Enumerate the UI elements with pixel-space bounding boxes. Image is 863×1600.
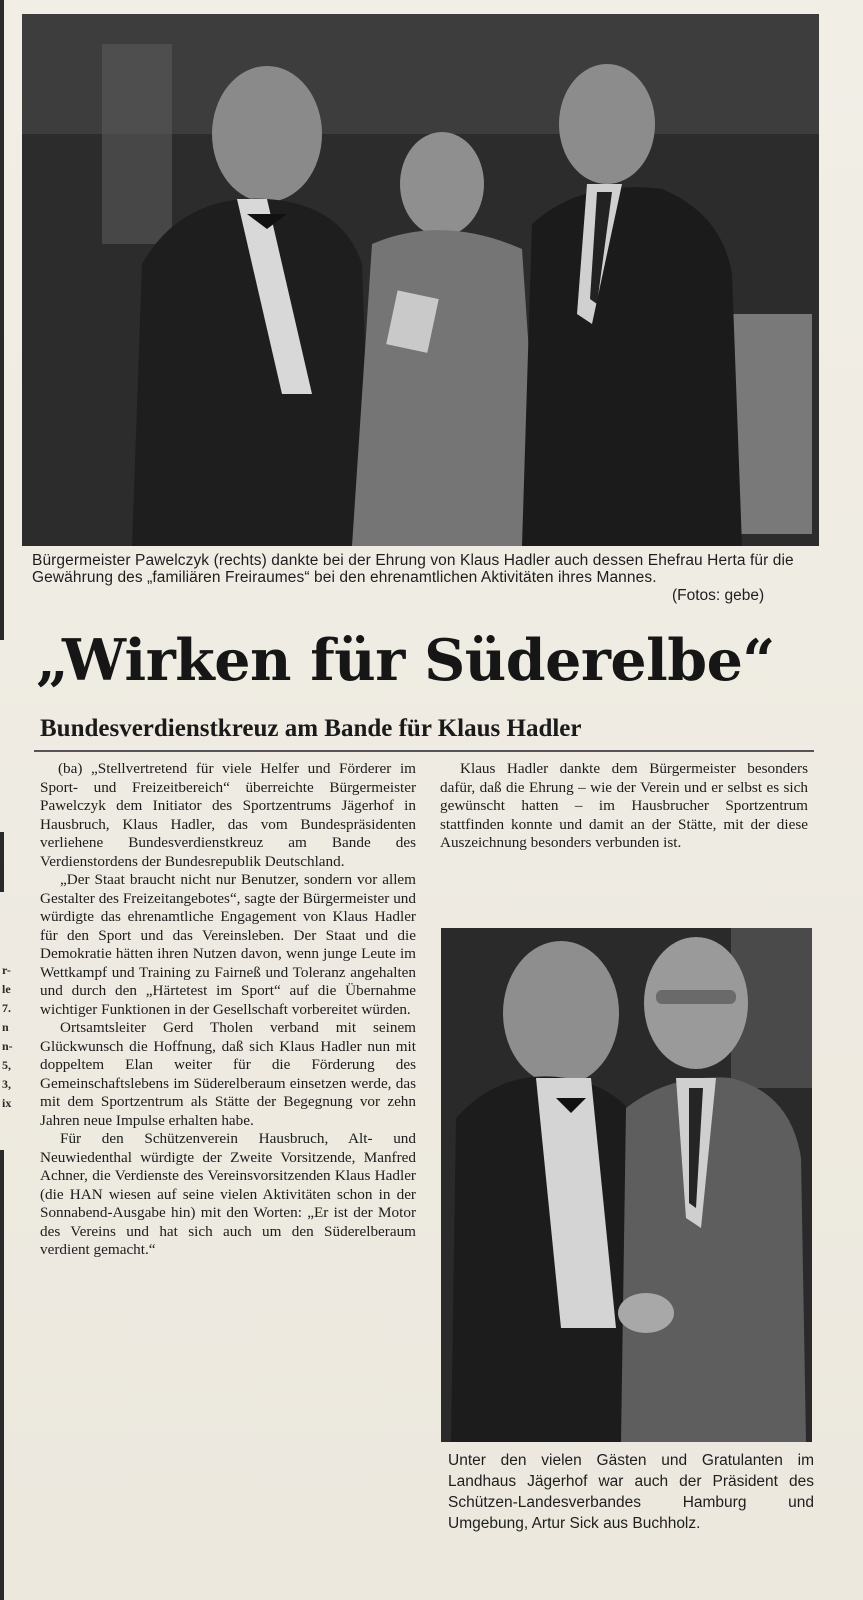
edge-fragment: r- — [2, 963, 11, 977]
bottom-photo-caption: Unter den vielen Gästen und Gratulanten im Landhaus Jägerhof war auch der Präsident des Schützen-Landesverbandes Hamburg und Umgebung, Artur Sick aus Buchholz. — [448, 1452, 814, 1532]
paragraph: Ortsamtsleiter Gerd Tholen verband mit seinem Glückwunsch die Hoffnung, daß sich Klaus Hadler nun mit doppeltem Elan weiter für die Förderung des Gemeinschaftslebens im Süderelberaum einsetzen werde, das mit dem Sportzentrum als Stätte der Begegnung vor zehn Jahren neue Impulse erhalten habe. — [40, 1019, 416, 1129]
edge-fragment: n- — [2, 1039, 13, 1053]
column-border-bottom — [0, 1150, 4, 1600]
right-column — [440, 760, 808, 853]
guests-photo — [441, 928, 812, 1442]
paragraph: (ba) „Stellvertretend für viele Helfer und Förderer im Sport- und Freizeitbereich“ überreichte Bürgermeister Pawelczyk dem Initiator des Sportzentrums Jägerhof in Hausbruch, Klaus Hadler, das vom Bundespräsidenten verliehene Bundesverdienstkreuz am Bande des Verdienstordens der Bundesrepublik Deutschland. — [40, 760, 416, 870]
edge-fragment: n — [2, 1020, 9, 1034]
paragraph: „Der Staat braucht nicht nur Benutzer, sondern vor allem Gestalter des Freizeitangebotes“, sagte der Bürgermeister und würdigte das ehrenamtliche Engagement von Klaus Hadler für den Sport und das Vereinsleben. Der Staat und die Demokratie hätten ihren Nutzen davon, wenn junge Leute im Wettkampf und Training zu Fairneß und Toleranz angehalten und durch den „Härtetest im Sport“ auf die Übernahme wichtiger Funktionen in der Gesellschaft vorbereitet würden. — [40, 871, 416, 1018]
subheadline: Bundesverdienstkreuz am Bande für Klaus Hadler — [40, 715, 582, 742]
top-photo-caption: Bürgermeister Pawelczyk (rechts) dankte bei der Ehrung von Klaus Hadler auch dessen Ehefrau Herta für die Gewährung des „familiären Freiraumes“ bei den ehrenamtlichen Aktivitäten ihres Mannes. — [32, 552, 794, 586]
headline: „Wirken für Süderelbe“ — [36, 627, 775, 694]
edge-fragment: le — [2, 982, 11, 996]
edge-fragment: 7. — [2, 1001, 11, 1015]
edge-fragment: 3, — [2, 1077, 11, 1091]
paragraph: Klaus Hadler dankte dem Bürgermeister besonders dafür, daß die Ehrung – wie der Verein und er selbst es sich gewünscht hatten – im Hausbrucher Sportzentrum stattfinden konnte und damit an der Stätte, mit der diese Auszeichnung besonders verbunden ist. — [440, 760, 808, 851]
column-border-mid — [0, 832, 4, 892]
photo-credit: (Fotos: gebe) — [672, 587, 765, 604]
guests-photo-illustration — [441, 928, 812, 1442]
ceremony-photo-illustration — [22, 14, 819, 546]
ceremony-photo — [22, 14, 819, 546]
edge-fragment: 5, — [2, 1058, 11, 1072]
adjacent-article-edge — [0, 0, 16, 1600]
headline-rule — [34, 750, 814, 752]
edge-fragment: ix — [2, 1096, 12, 1110]
left-column — [40, 760, 416, 1260]
column-border-top — [0, 0, 4, 640]
paragraph: Für den Schützenverein Hausbruch, Alt- und Neuwiedenthal würdigte der Zweite Vorsitzende, Manfred Achner, die Verdienste des Vereinsvorsitzenden Klaus Hadler (die HAN wiesen auf seine vielen Aktivitäten schon in der Sonnabend-Ausgabe hin) mit den Worten: „Er ist der Motor des Vereins und hat sich auch um den Süderelberaum verdient gemacht.“ — [40, 1130, 416, 1258]
